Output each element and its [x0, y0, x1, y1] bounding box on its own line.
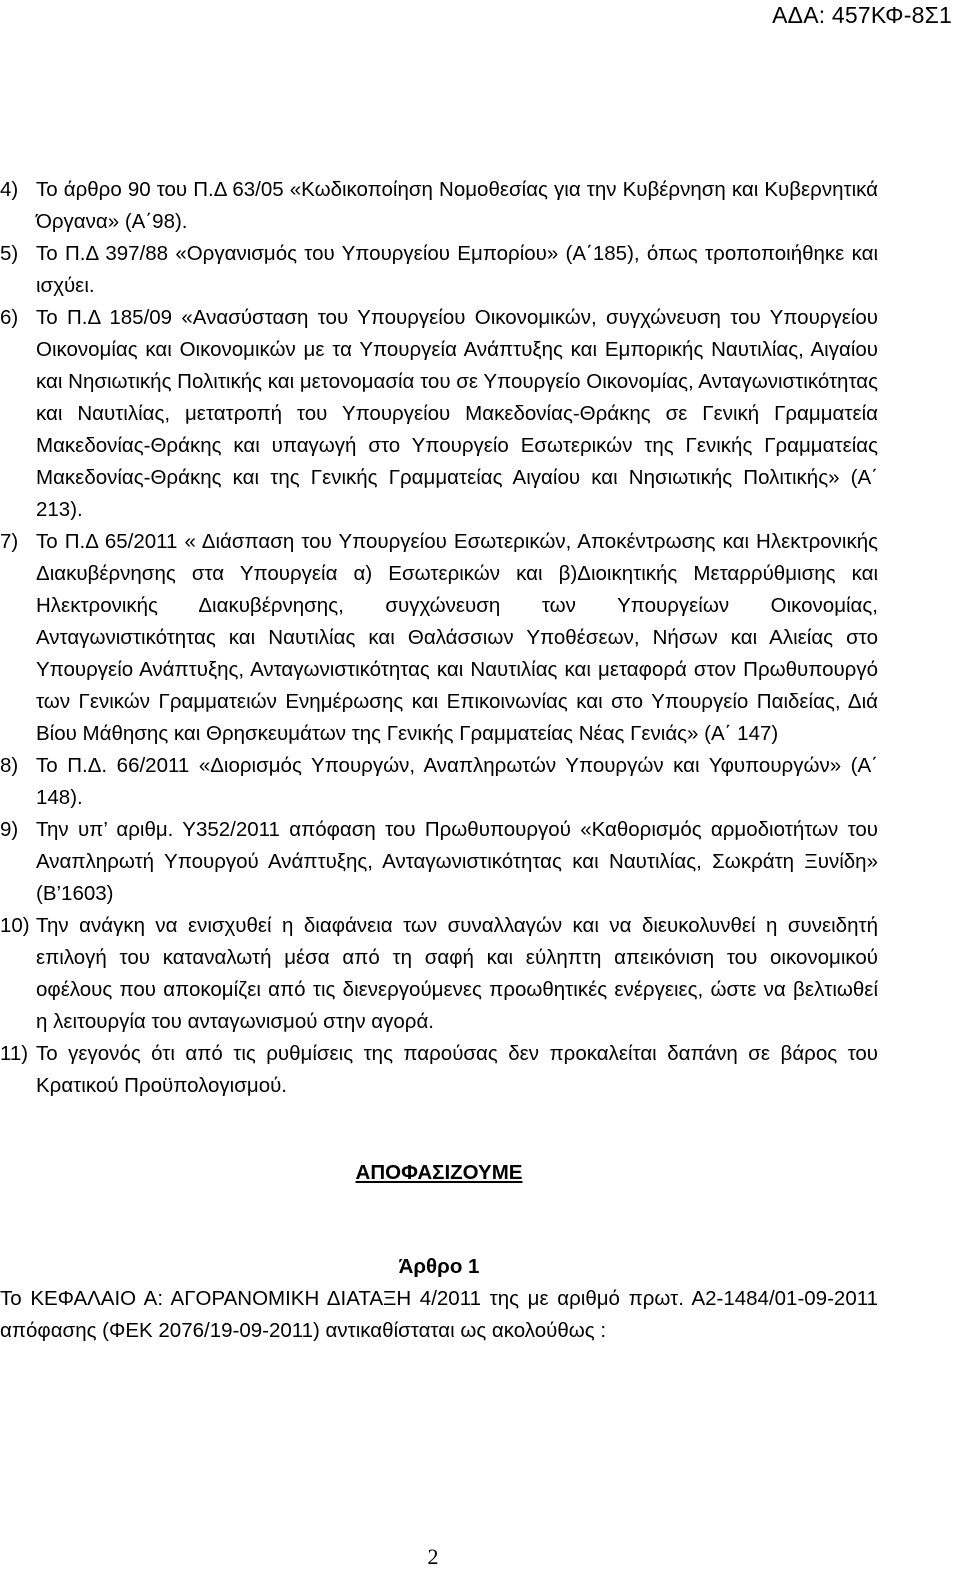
list-item	[0, 302, 878, 526]
item-number: 4)	[0, 178, 19, 201]
list-item	[0, 910, 878, 1038]
list-item	[0, 814, 878, 910]
item-number: 6)	[0, 306, 19, 329]
page-number: 2	[427, 1544, 439, 1569]
considerations-list	[0, 174, 878, 1102]
ada-code: ΑΔΑ: 457ΚΦ-8Σ1	[772, 2, 952, 28]
list-item	[0, 238, 878, 302]
item-text: Το Π.Δ 185/09 «Ανασύσταση του Υπουργείου Οικονομικών, συγχώνευση του Υπουργείου Οικονομίας και Οικονομικών με τα Υπουργεία Ανάπτυξης και Εμπορικής Ναυτιλίας, Αιγαίου και Νησιωτικής Πολιτικής και μετονομασία του σε Υπουργείο Οικονομίας, Ανταγωνιστικότητας και Ναυτιλίας, μετατροπή του Υπουργείου Μακεδονίας-Θράκης σε Γενική Γραμματεία Μακεδονίας-Θράκης και υπαγωγή στο Υπουργείο Εσωτερικών της Γενικής Γραμματείας Μακεδονίας-Θράκης και της Γενικής Γραμματείας Αιγαίου και Νησιωτικής Πολιτικής» (Α΄ 213).	[36, 306, 878, 521]
list-item	[0, 174, 878, 238]
item-number: 8)	[0, 754, 19, 777]
item-number: 11)	[0, 1042, 29, 1065]
list-item	[0, 750, 878, 814]
item-text: Το Π.Δ. 66/2011 «Διορισμός Υπουργών, Αναπληρωτών Υπουργών και Υφυπουργών» (Α΄ 148).	[36, 754, 878, 809]
decision-heading: ΑΠΟΦΑΣΙΖΟΥΜΕ	[355, 1161, 523, 1184]
item-text: Το Π.Δ 397/88 «Οργανισμός του Υπουργείου Εμπορίου» (Α΄185), όπως τροποποιήθηκε και ισχύει.	[36, 242, 878, 297]
item-text: Το άρθρο 90 του Π.Δ 63/05 «Κωδικοποίηση Νομοθεσίας για την Κυβέρνηση και Κυβερνητικά Όργανα» (Α΄98).	[36, 178, 878, 233]
list-item	[0, 1038, 878, 1102]
article-title: Άρθρο 1	[398, 1255, 480, 1278]
item-number: 5)	[0, 242, 19, 265]
item-text: Την ανάγκη να ενισχυθεί η διαφάνεια των συναλλαγών και να διευκολυνθεί η συνειδητή επιλογή του καταναλωτή μέσα από τη σαφή και εύληπτη απεικόνιση του οικονομικού οφέλους που αποκομίζει από τις διενεργούμενες προωθητικές ενέργειες, ώστε να βελτιωθεί η λειτουργία του ανταγωνισμού στην αγορά.	[36, 914, 878, 1033]
list-item	[0, 526, 878, 750]
item-text: Το Π.Δ 65/2011 « Διάσπαση του Υπουργείου Εσωτερικών, Αποκέντρωσης και Ηλεκτρονικής Διακυβέρνησης στα Υπουργεία α) Εσωτερικών και β)Διοικητικής Μεταρρύθμισης και Ηλεκτρονικής Διακυβέρνησης, συγχώνευση των Υπουργείων Οικονομίας, Ανταγωνιστικότητας και Ναυτιλίας και Θαλάσσιων Υποθέσεων, Νήσων και Αλιείας στο Υπουργείο Ανάπτυξης, Ανταγωνιστικότητας και Ναυτιλίας και μεταφορά στον Πρωθυπουργό των Γενικών Γραμματειών Ενημέρωσης και Επικοινωνίας και στο Υπουργείο Παιδείας, Διά Βίου Μάθησης και Θρησκευμάτων της Γενικής Γραμματείας Νέας Γενιάς» (Α΄ 147)	[36, 530, 878, 745]
document-content	[0, 174, 878, 1347]
item-number: 10)	[0, 914, 30, 937]
item-number: 9)	[0, 818, 19, 841]
item-text: Το γεγονός ότι από τις ρυθμίσεις της παρούσας δεν προκαλείται δαπάνη σε βάρος του Κρατικού Προϋπολογισμού.	[36, 1042, 878, 1097]
item-number: 7)	[0, 530, 19, 553]
item-text: Την υπ’ αριθμ. Υ352/2011 απόφαση του Πρωθυπουργού «Καθορισμός αρμοδιοτήτων του Αναπληρωτή Υπουργού Ανάπτυξης, Ανταγωνιστικότητας και Ναυτιλίας, Σωκράτη Ξυνίδη» (Β’1603)	[36, 818, 878, 905]
article-body: Το ΚΕΦΑΛΑΙΟ Α: ΑΓΟΡΑΝΟΜΙΚΗ ΔΙΑΤΑΞΗ 4/2011 της με αριθμό πρωτ. Α2-1484/01-09-2011 απόφασης (ΦΕΚ 2076/19-09-2011) αντικαθίσταται ως ακολούθως :	[0, 1287, 878, 1342]
